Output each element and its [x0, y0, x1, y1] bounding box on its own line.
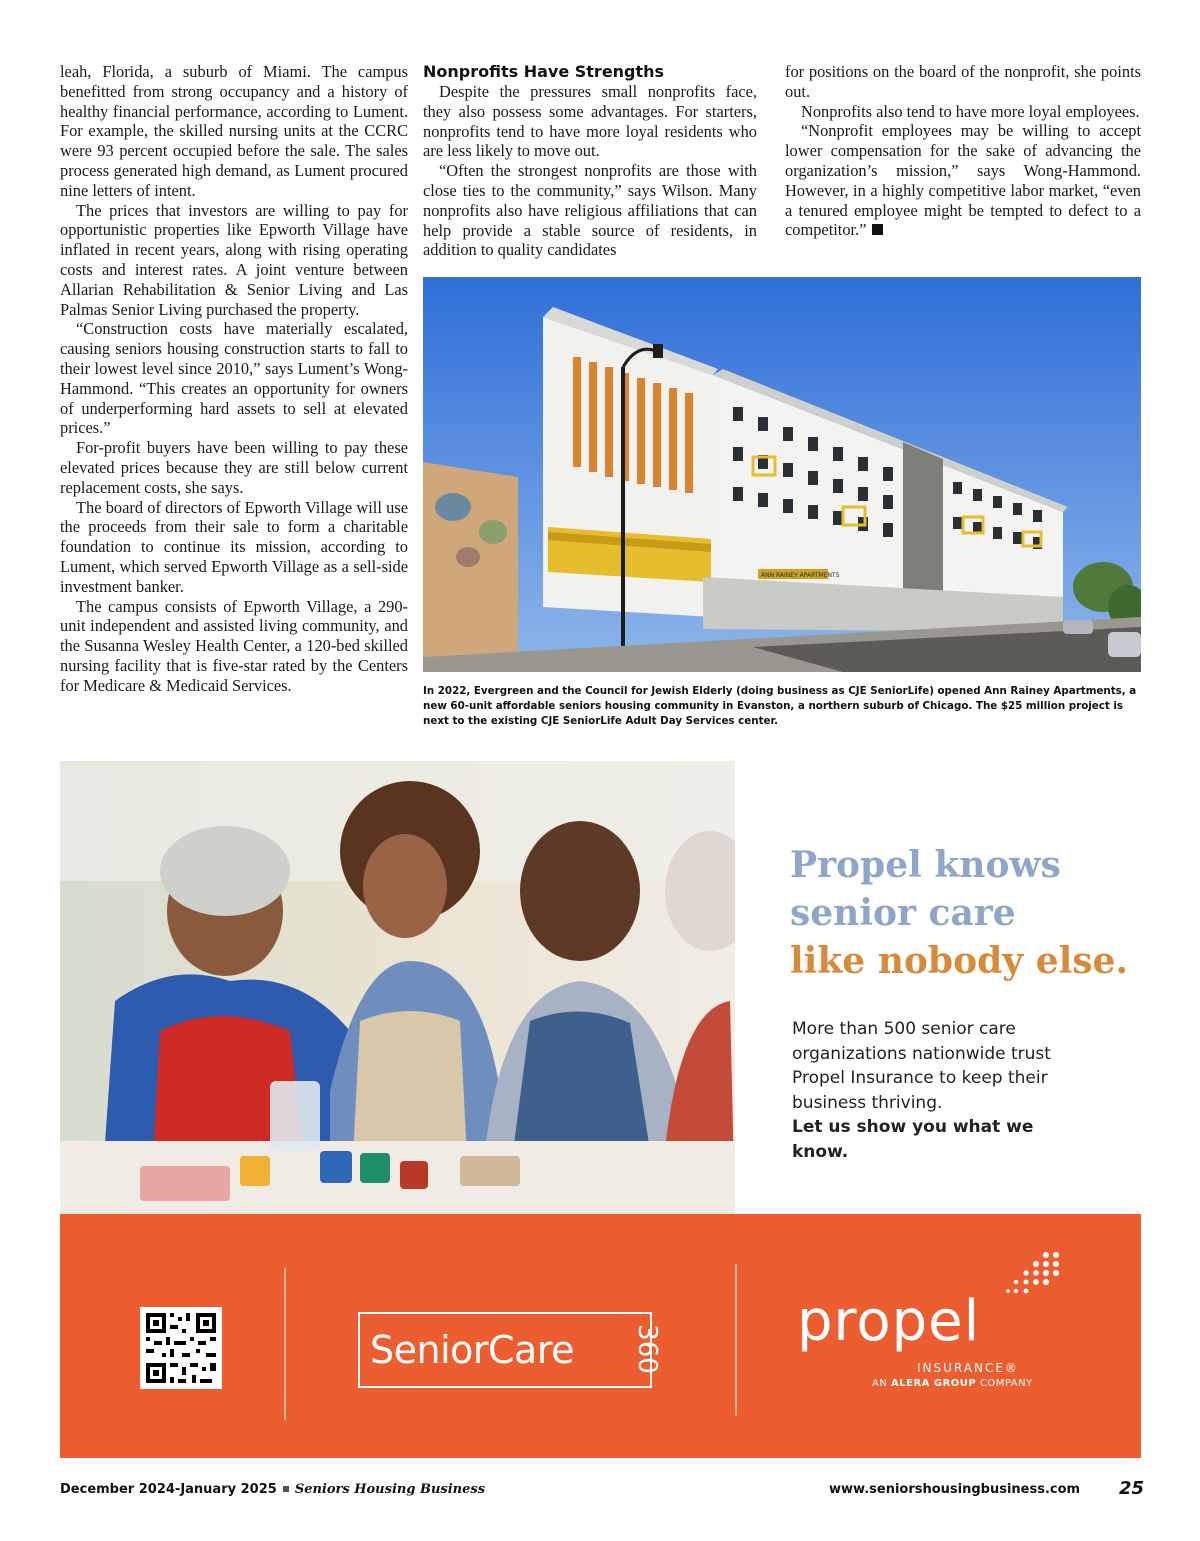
photo-caption: In 2022, Evergreen and the Council for Jewish Elderly (doing business as CJE SeniorLife) opened Ann Rainey Apartments, a new 60-unit affordable seniors housing community in Evanston, a northern suburb of Chicago. The $25 million project is next to the existing CJE SeniorLife Adult Day Services center. — [423, 685, 1137, 727]
alera-group-tagline — [872, 1378, 1033, 1389]
seniorcare360-logo[interactable] — [358, 1312, 662, 1388]
footer-issue — [60, 1482, 485, 1497]
seniorcare-wordmark: SeniorCare — [370, 1328, 574, 1372]
seniorcare-360-mark — [617, 1318, 677, 1382]
page-number: 25 — [1119, 1478, 1145, 1499]
ad-body-copy — [792, 1017, 1092, 1164]
svg-text:ANN RAINEY APARTMENTS: ANN RAINEY APARTMENTS — [761, 572, 840, 579]
ad-call-to-action[interactable]: Let us show you what we know. — [792, 1117, 1034, 1162]
seniorcare-360-text: 360 — [632, 1324, 662, 1374]
paragraph: for positions on the board of the nonprofit, she points out. — [785, 62, 1141, 101]
footer-url[interactable]: www.seniorshousingbusiness.com — [829, 1482, 1081, 1497]
paragraph: For-profit buyers have been willing to pay these elevated prices because they are still below current replacement costs, she says. — [60, 438, 408, 497]
paragraph: The campus consists of Epworth Village, a 290-unit independent and assisted living community, and the Susanna Wesley Health Center, a 120-bed skilled nursing facility that is five-star rated by the Centers for Medicare & Medicaid Services. — [60, 596, 408, 695]
paragraph: The prices that investors are willing to pay for opportunistic properties like Epworth Village have inflated in recent years, along with rising operating costs and interest rates. A joint venture between Allarian Rehabilitation & Senior Living and Las Palmas Senior Living purchased the property. — [60, 200, 408, 319]
ad-headline-line-1: Propel knows — [790, 844, 1061, 886]
band-divider — [735, 1264, 737, 1416]
qr-code[interactable] — [140, 1307, 222, 1389]
ad-body-text: More than 500 senior care organizations nationwide trust Propel Insurance to keep their business thriving. — [792, 1019, 1051, 1113]
footer-date: December 2024-January 2025 — [60, 1482, 277, 1497]
section-subhead: Nonprofits Have Strengths — [423, 62, 665, 81]
propel-wordmark[interactable]: propel — [797, 1289, 981, 1354]
end-mark — [872, 224, 883, 235]
paragraph: Despite the pressures small nonprofits face, they also possess some advantages. For starters, nonprofits tend to have more loyal residents who are less likely to move out. — [423, 82, 757, 161]
propel-dots-icon — [1002, 1250, 1072, 1304]
article-column-3 — [785, 62, 1141, 240]
ad-headline-line-2: senior care — [790, 892, 1016, 934]
building-photo — [423, 277, 1141, 672]
paragraph: “Construction costs have materially escalated, causing seniors housing construction starts to fall to their lowest level since 2010,” says Lument’s Wong-Hammond. “This creates an opportunity for owners of underperforming hard assets to sell at elevated prices.” — [60, 319, 408, 438]
ad-headline — [790, 841, 1150, 985]
paragraph-text: “Nonprofit employees may be willing to accept lower compensation for the sake of advancing the organization’s mission,” says Wong-Hammond. However, in a highly competitive labor market, “even a tenured employee might be tempted to defect to a competitor.” — [785, 121, 1141, 240]
tagline-prefix: AN — [872, 1378, 888, 1389]
paragraph — [785, 121, 1141, 240]
ad-headline-line-3: like nobody else. — [790, 940, 1129, 982]
band-divider — [284, 1268, 286, 1420]
article-column-2 — [423, 62, 757, 260]
tagline-brand: ALERA GROUP — [891, 1378, 977, 1389]
ad-logo-band — [60, 1214, 1141, 1458]
paragraph: “Often the strongest nonprofits are those with close ties to the community,” says Wilson. Many nonprofits also have religious affiliations that can help provide a stable source of residents, in addition to quality candidates — [423, 161, 757, 260]
paragraph: The board of directors of Epworth Village will use the proceeds from their sale to form a charitable foundation to continue its mission, according to Lument, which served Epworth Village as a sell-side investment banker. — [60, 497, 408, 596]
ad-photo-seniors-painting — [60, 761, 735, 1214]
paragraph: leah, Florida, a suburb of Miami. The campus benefitted from strong occupancy and a history of healthy financial performance, according to Lument. For example, the skilled nursing units at the CCRC were 93 percent occupied before the sale. The sales process generated high demand, as Lument procured nine letters of intent. — [60, 62, 408, 200]
paragraph: Nonprofits also tend to have more loyal employees. — [801, 101, 1140, 121]
tagline-suffix: COMPANY — [979, 1378, 1033, 1389]
article-column-1 — [60, 62, 408, 696]
footer-separator — [283, 1486, 289, 1492]
propel-insurance-label: INSURANCE® — [917, 1361, 1019, 1375]
footer-publication: Seniors Housing Business — [294, 1482, 486, 1497]
